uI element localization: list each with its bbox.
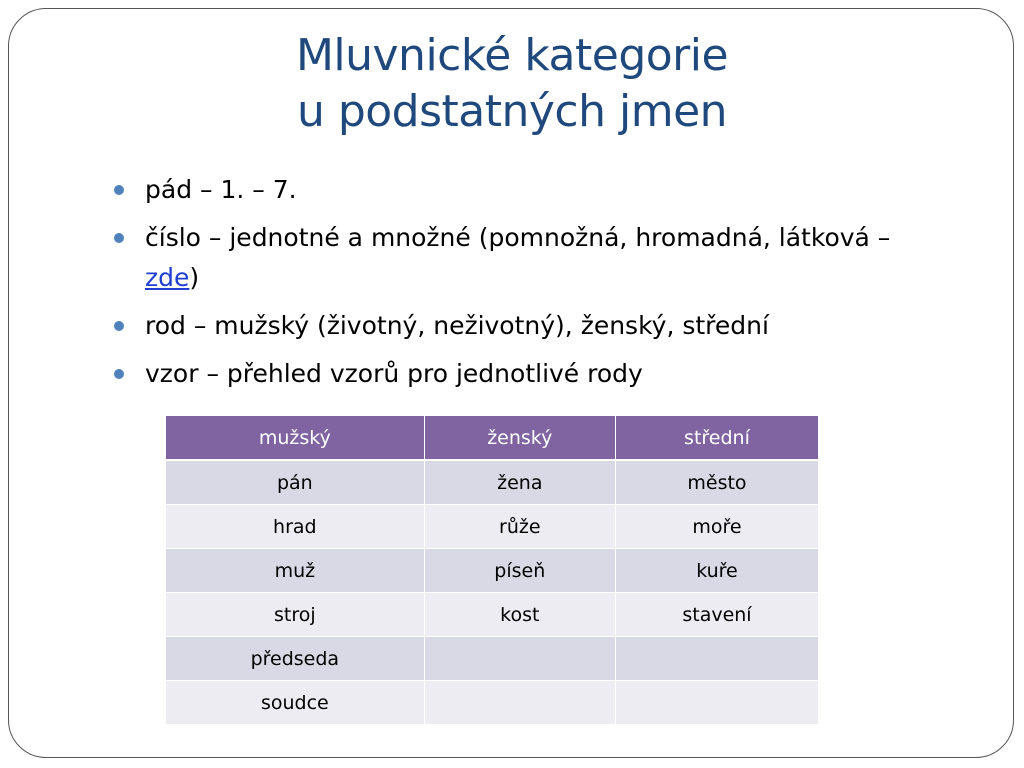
table-cell: žena	[424, 460, 615, 505]
bullet-dot-icon	[114, 321, 124, 331]
title-line-1: Mluvnické kategorie	[295, 30, 729, 81]
table-cell: pán	[166, 460, 425, 505]
table-cell	[615, 637, 818, 681]
bullet-item-cislo	[110, 218, 910, 298]
header-muzsky: mužský	[166, 416, 425, 461]
bullet-dot-icon	[114, 369, 124, 379]
table-cell: předseda	[166, 637, 425, 681]
table-row	[166, 593, 819, 637]
table-cell: kost	[424, 593, 615, 637]
header-zensky: ženský	[424, 416, 615, 461]
bullet-list	[110, 170, 910, 402]
gender-table	[165, 415, 819, 725]
slide-title	[0, 28, 1024, 140]
table-row	[166, 549, 819, 593]
bullet-term: rod	[145, 311, 186, 340]
table-row	[166, 637, 819, 681]
table-row	[166, 505, 819, 549]
table-cell: píseň	[424, 549, 615, 593]
bullet-item-rod	[110, 306, 910, 346]
bullet-item-vzor	[110, 354, 910, 394]
bullet-text: – přehled vzorů pro jednotlivé rody	[198, 359, 643, 388]
bullet-term: pád	[145, 175, 193, 204]
table-cell: kuře	[615, 549, 818, 593]
table-cell: muž	[166, 549, 425, 593]
table-cell: hrad	[166, 505, 425, 549]
table-header-row	[166, 416, 819, 461]
bullet-item-pad	[110, 170, 910, 210]
gender-table-wrap	[165, 415, 819, 725]
table-cell	[615, 681, 818, 725]
table-row	[166, 681, 819, 725]
table-cell: stroj	[166, 593, 425, 637]
bullet-dot-icon	[114, 233, 124, 243]
bullet-term: vzor	[145, 359, 199, 388]
zde-link[interactable]: zde	[145, 263, 190, 292]
title-line-2: u podstatných jmen	[296, 86, 728, 137]
table-cell	[424, 637, 615, 681]
table-cell: soudce	[166, 681, 425, 725]
bullet-dot-icon	[114, 185, 124, 195]
bullet-text: – mužský (životný, neživotný), ženský, střední	[185, 311, 769, 340]
table-row	[166, 460, 819, 505]
bullet-text: – jednotné a množné (pomnožná, hromadná, látková –	[200, 223, 891, 252]
table-cell: růže	[424, 505, 615, 549]
table-cell	[424, 681, 615, 725]
table-cell: moře	[615, 505, 818, 549]
bullet-text: – 1. – 7.	[192, 175, 297, 204]
table-cell: stavení	[615, 593, 818, 637]
header-stredni: střední	[615, 416, 818, 461]
bullet-text-after: )	[189, 263, 200, 292]
bullet-term: číslo	[145, 223, 201, 252]
table-cell: město	[615, 460, 818, 505]
